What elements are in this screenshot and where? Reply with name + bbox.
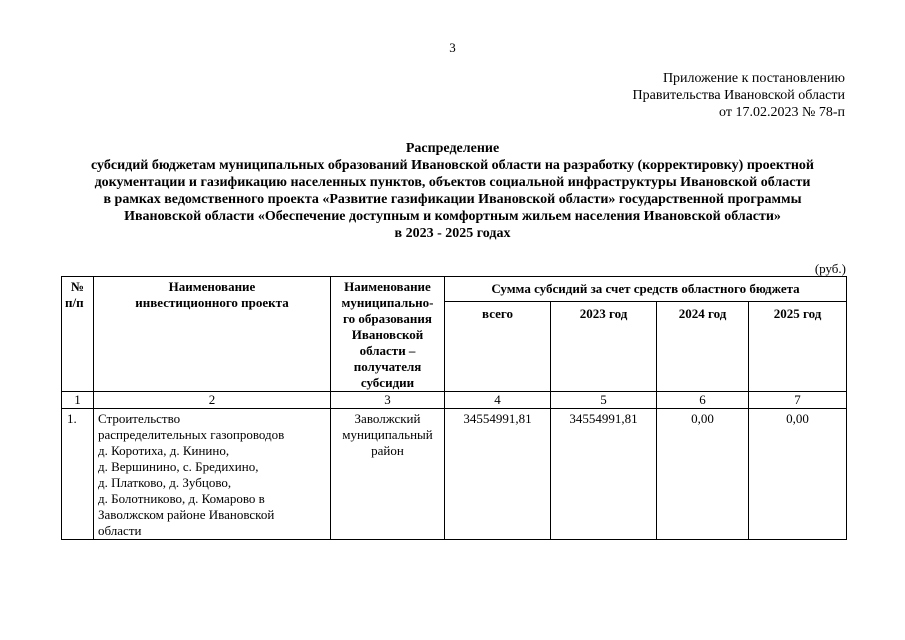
title-line-2: субсидий бюджетам муниципальных образований Ивановской области на разработку (корректировку) проектной — [91, 158, 814, 173]
project-line: Строительство — [98, 411, 181, 426]
sum-total: 34554991,81 — [445, 409, 551, 540]
project-line: распределительных газопроводов — [98, 427, 285, 442]
header-mun-line-1: Наименование — [344, 279, 431, 294]
title-line-5: Ивановской области «Обеспечение доступным и комфортным жильем населения Ивановской области» — [124, 209, 781, 224]
column-index-cell: 3 — [331, 392, 445, 409]
title-line-1: Распределение — [405, 141, 500, 156]
column-index-cell: 4 — [445, 392, 551, 409]
document-title — [55, 140, 850, 242]
currency-note: (руб.) — [814, 261, 846, 276]
header-municipality — [331, 277, 445, 392]
column-index-row — [62, 392, 847, 409]
appendix-line-2: Правительства Ивановской области — [632, 88, 845, 103]
appendix-line-1: Приложение к постановлению — [662, 71, 845, 86]
header-project — [94, 277, 331, 392]
header-2024: 2024 год — [657, 302, 749, 392]
header-total: всего — [445, 302, 551, 392]
header-num-line-2: п/п — [65, 295, 84, 310]
header-2023: 2023 год — [551, 302, 657, 392]
title-line-6: в 2023 - 2025 годах — [394, 226, 511, 241]
header-project-line-2: инвестиционного проекта — [135, 295, 289, 310]
sum-2023: 34554991,81 — [551, 409, 657, 540]
column-index-cell: 5 — [551, 392, 657, 409]
header-2025: 2025 год — [749, 302, 847, 392]
appendix-block — [633, 70, 845, 121]
header-row-1 — [62, 277, 847, 302]
project-line: д. Платково, д. Зубцово, — [98, 475, 232, 490]
municipality-name — [331, 409, 445, 540]
header-sum-group: Сумма субсидий за счет средств областного бюджета — [445, 277, 847, 302]
row-number: 1. — [62, 409, 94, 540]
header-mun-line-6: получателя — [353, 359, 422, 374]
header-num-line-1: № — [70, 279, 85, 294]
column-index-cell: 6 — [657, 392, 749, 409]
title-line-3: документации и газификацию населенных пунктов, объектов социальной инфраструктуры Ивановской области — [94, 175, 811, 190]
column-index-cell: 7 — [749, 392, 847, 409]
header-project-line-1: Наименование — [168, 279, 256, 294]
project-name — [94, 409, 331, 540]
column-index-cell: 2 — [94, 392, 331, 409]
municipality-line: Заволжский — [354, 411, 421, 426]
title-line-4: в рамках ведомственного проекта «Развитие газификации Ивановской области» государственной программы — [103, 192, 802, 207]
column-index-cell: 1 — [62, 392, 94, 409]
header-num — [62, 277, 94, 392]
project-line: д. Болотниково, д. Комарово в — [98, 491, 265, 506]
header-mun-line-7: субсидии — [360, 375, 415, 390]
municipality-line: муниципальный — [342, 427, 433, 442]
header-mun-line-4: Ивановской — [351, 327, 424, 342]
header-mun-line-3: го образования — [343, 311, 432, 326]
subsidy-table — [61, 276, 847, 540]
project-line: д. Коротиха, д. Кинино, — [98, 443, 230, 458]
header-mun-line-2: муниципально- — [341, 295, 434, 310]
project-line: области — [98, 523, 142, 538]
project-line: д. Вершинино, с. Бредихино, — [98, 459, 259, 474]
page-number: 3 — [449, 40, 456, 55]
table-row — [62, 409, 847, 540]
header-mun-line-5: области – — [359, 343, 416, 358]
municipality-line: район — [371, 443, 404, 458]
appendix-line-3: от 17.02.2023 № 78-п — [719, 105, 845, 120]
sum-2024: 0,00 — [657, 409, 749, 540]
sum-2025: 0,00 — [749, 409, 847, 540]
project-line: Заволжском районе Ивановской — [98, 507, 275, 522]
